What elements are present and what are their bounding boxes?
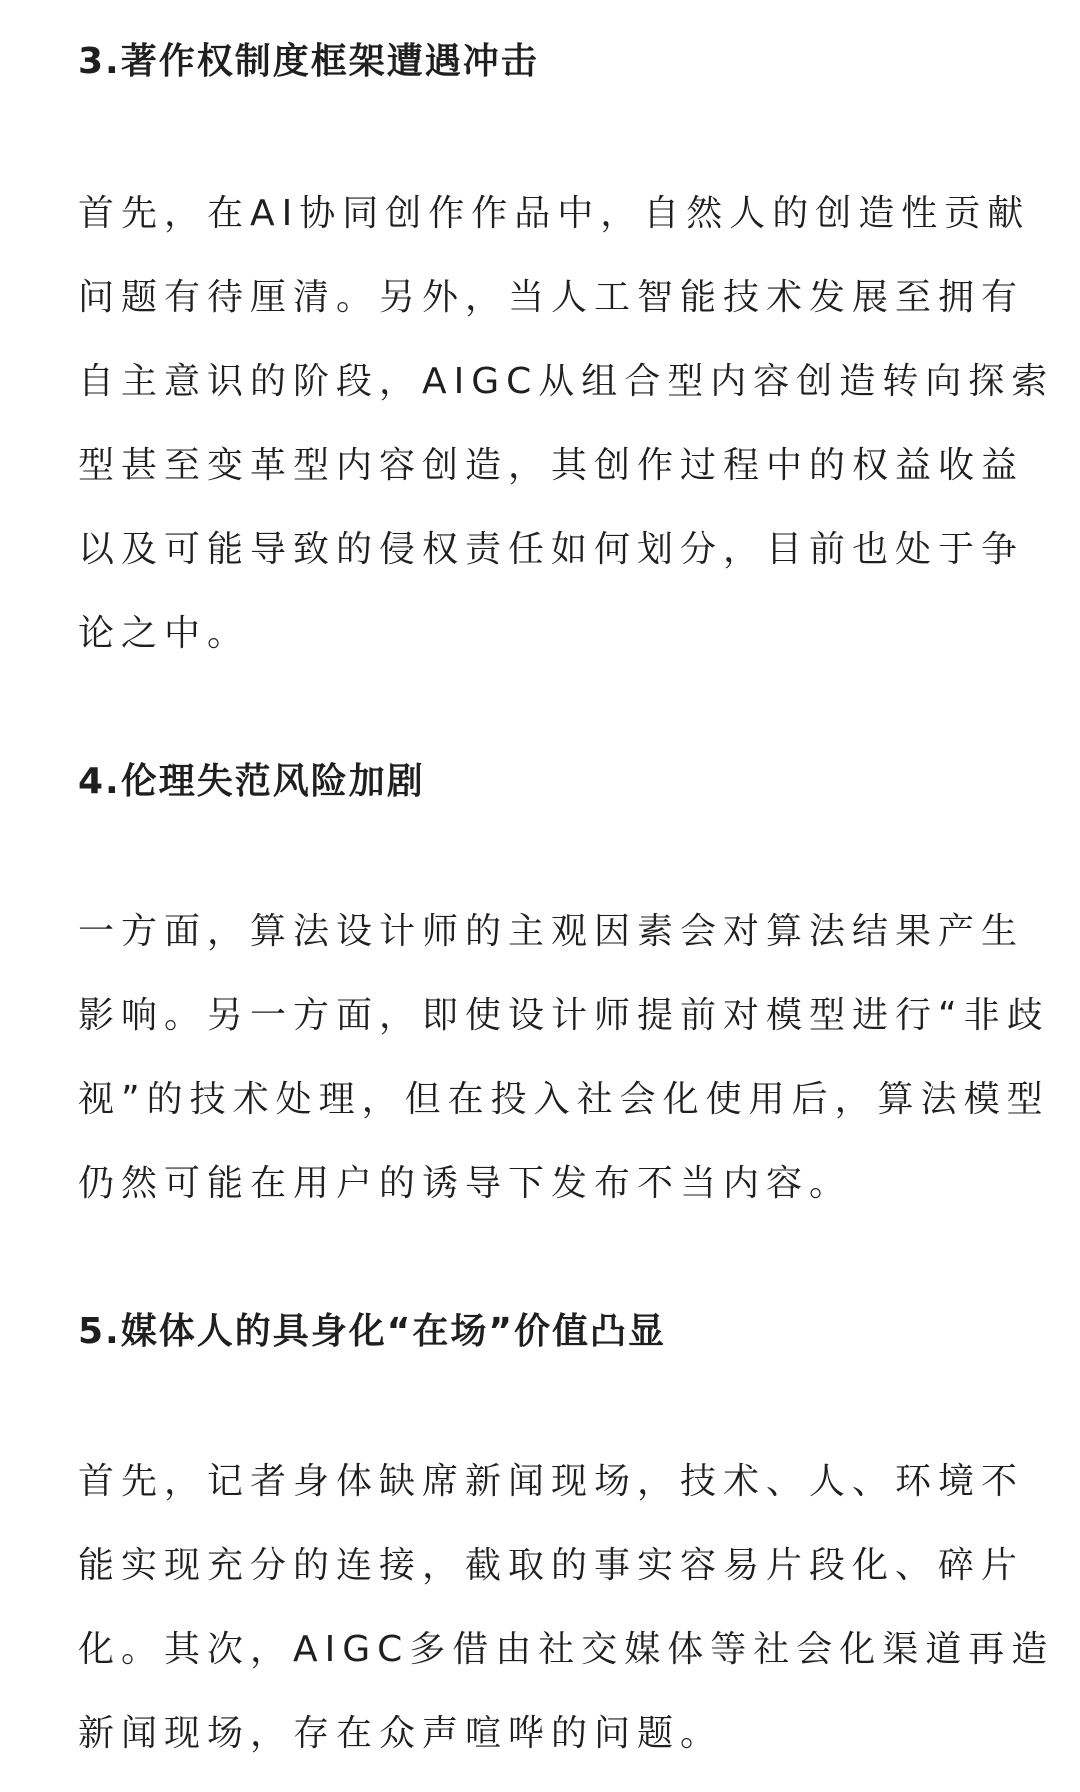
paragraph-line: 能实现充分的连接，截取的事实容易片段化、碎片 (78, 1545, 1025, 1586)
paragraph-line: 问题有待厘清。另外，当人工智能技术发展至拥有 (78, 277, 1025, 318)
paragraph-line: 一方面，算法设计师的主观因素会对算法结果产生 (78, 911, 1025, 952)
paragraph-line: 视”的技术处理，但在投入社会化使用后，算法模型 (78, 1079, 1050, 1120)
section-paragraph-copyright (78, 172, 1055, 676)
paragraph-line: 自主意识的阶段，AIGC从组合型内容创造转向探索 (78, 361, 1055, 402)
section-paragraph-embodiment (78, 1440, 1055, 1776)
paragraph-line: 新闻现场，存在众声喧哗的问题。 (78, 1713, 724, 1754)
section-heading-copyright: 3.著作权制度框架遭遇冲击 (78, 41, 539, 82)
paragraph-line: 以及可能导致的侵权责任如何划分，目前也处于争 (78, 529, 1025, 570)
section-heading-ethics: 4.伦理失范风险加剧 (78, 761, 425, 802)
paragraph-line: 首先，记者身体缺席新闻现场，技术、人、环境不 (78, 1461, 1025, 1502)
paragraph-line: 化。其次，AIGC多借由社交媒体等社会化渠道再造 (78, 1629, 1055, 1670)
section-heading-embodiment: 5.媒体人的具身化“在场”价值凸显 (78, 1311, 667, 1352)
paragraph-line: 影响。另一方面，即使设计师提前对模型进行“非歧 (78, 995, 1050, 1036)
section-paragraph-ethics (78, 890, 1050, 1226)
paragraph-line: 仍然可能在用户的诱导下发布不当内容。 (78, 1163, 853, 1204)
paragraph-line: 型甚至变革型内容创造，其创作过程中的权益收益 (78, 445, 1025, 486)
paragraph-line: 论之中。 (78, 613, 251, 654)
paragraph-line: 首先，在AI协同创作作品中，自然人的创造性贡献 (78, 193, 1031, 234)
